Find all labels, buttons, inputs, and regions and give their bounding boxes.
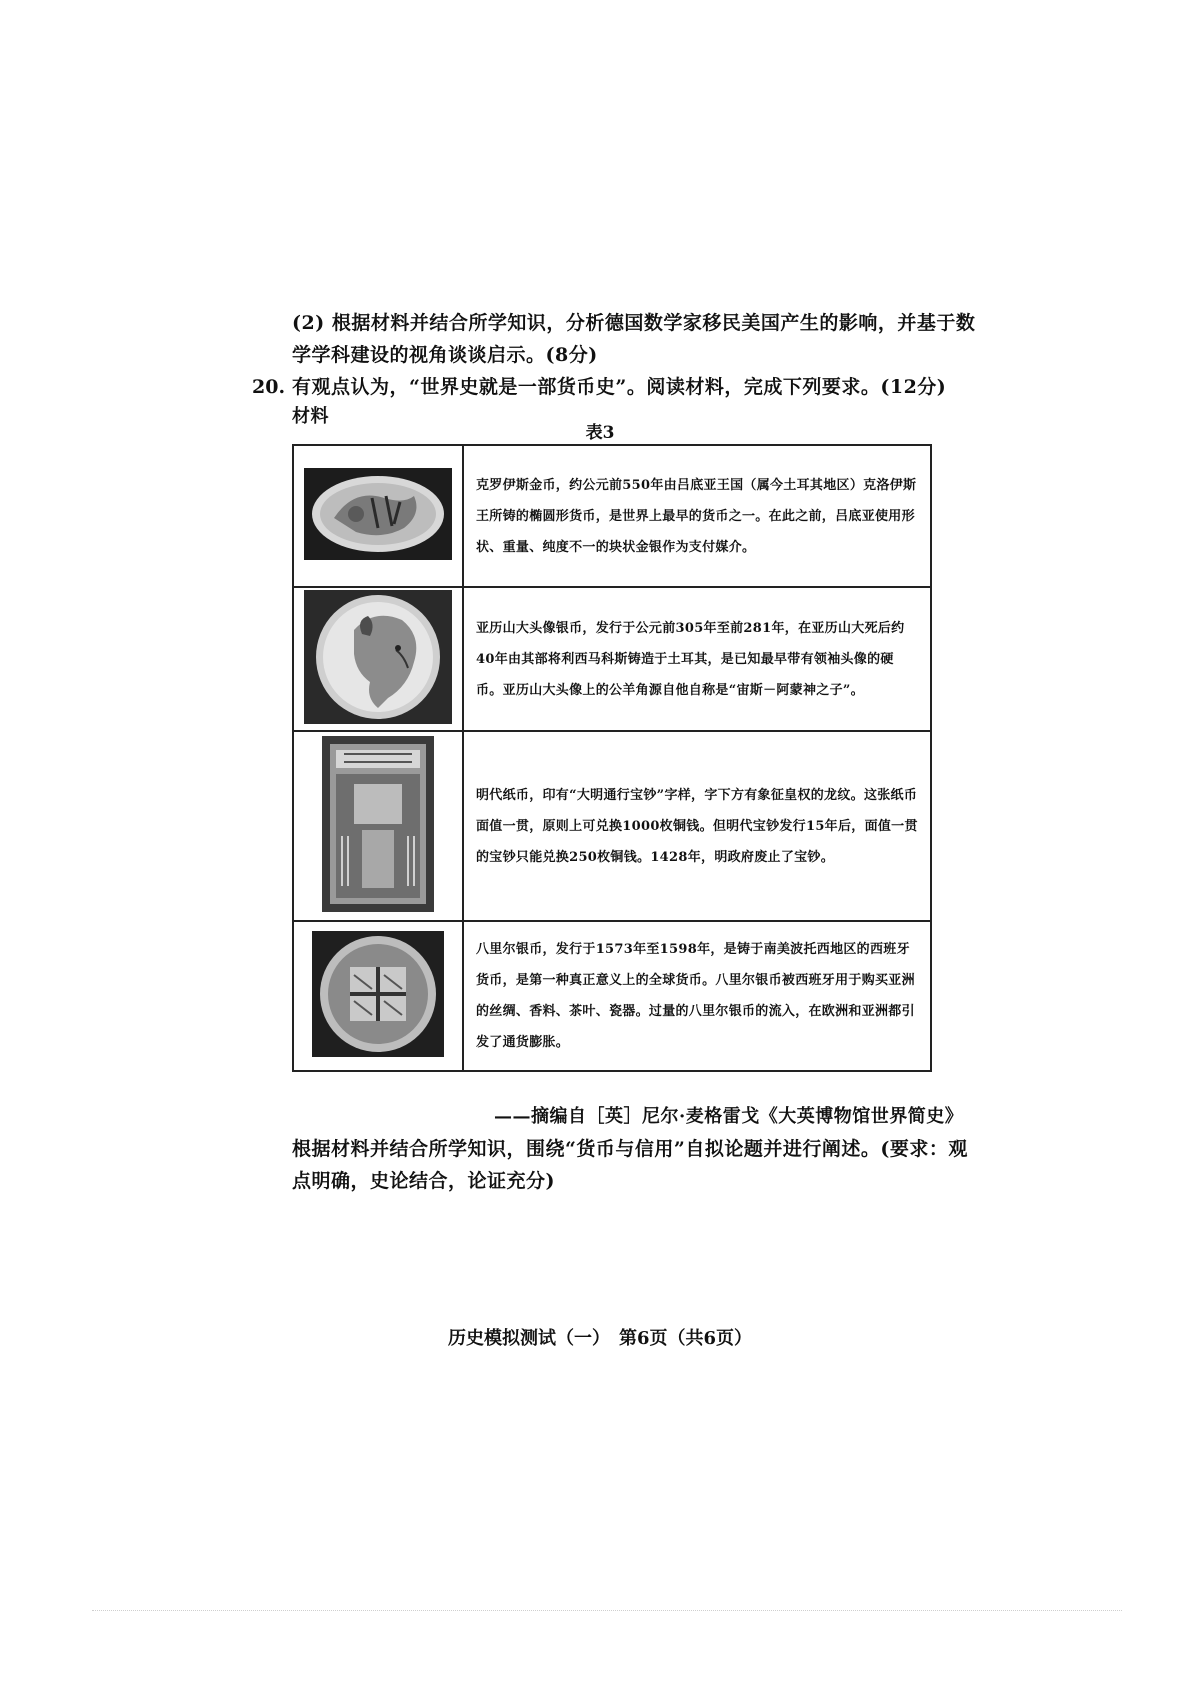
table-row	[293, 921, 931, 1071]
alexander-coin-description: 亚历山大头像银币，发行于公元前305年至前281年，在亚历山大死后约40年由其部将利西马科斯铸造于土耳其，是已知最早带有领袖头像的硬币。亚历山大头像上的公羊角源自他自称是“宙斯－阿蒙神之子”。	[463, 587, 931, 731]
lydian-gold-coin-icon	[304, 468, 452, 560]
coin-image-cell	[293, 445, 463, 587]
source-citation: ——摘编自［英］尼尔·麦格雷戈《大英博物馆世界简史》	[494, 1106, 964, 1127]
lydian-coin-description: 克罗伊斯金币，约公元前550年由吕底亚王国（属今土耳其地区）克洛伊斯王所铸的椭圆形货币，是世界上最早的货币之一。在此之前，吕底亚使用形状、重量、纯度不一的块状金银作为支付媒介。	[463, 445, 931, 587]
question-part-2-line1: (2) 根据材料并结合所学知识，分析德国数学家移民美国产生的影响，并基于数	[292, 312, 976, 334]
table-row	[293, 731, 931, 921]
coin-image-cell	[293, 731, 463, 921]
task-line1: 根据材料并结合所学知识，围绕“货币与信用”自拟论题并进行阐述。(要求：观	[292, 1138, 968, 1160]
ming-paper-note-icon	[322, 736, 434, 912]
ming-note-description: 明代纸币，印有“大明通行宝钞”字样，字下方有象征皇权的龙纹。这张纸币面值一贯，原则上可兑换1000枚铜钱。但明代宝钞发行15年后，面值一贯的宝钞只能兑换250枚铜钱。1428年，明政府废止了宝钞。	[463, 731, 931, 921]
coin-image-cell	[293, 587, 463, 731]
currency-table	[292, 444, 932, 1072]
table-row	[293, 587, 931, 731]
question-part-2-line2: 学学科建设的视角谈谈启示。(8分)	[292, 344, 598, 366]
table-caption: 表3	[585, 423, 615, 443]
divider	[92, 1610, 1122, 1611]
eight-real-coin-description: 八里尔银币，发行于1573年至1598年，是铸于南美波托西地区的西班牙货币，是第一种真正意义上的全球货币。八里尔银币被西班牙用于购买亚洲的丝绸、香料、茶叶、瓷器。过量的八里尔银币的流入，在欧洲和亚洲都引发了通货膨胀。	[463, 921, 931, 1071]
coin-image-cell	[293, 921, 463, 1071]
alexander-portrait-coin-icon	[304, 590, 452, 724]
spanish-eight-real-coin-icon	[312, 931, 444, 1057]
page-footer: 历史模拟测试（一） 第6页（共6页）	[447, 1328, 753, 1349]
question-20-stem: 有观点认为，“世界史就是一部货币史”。阅读材料，完成下列要求。(12分)	[292, 376, 947, 398]
table-row	[293, 445, 931, 587]
task-line2: 点明确，史论结合，论证充分)	[292, 1170, 555, 1192]
question-20-number: 20.	[252, 376, 286, 398]
material-label: 材料	[292, 406, 329, 427]
